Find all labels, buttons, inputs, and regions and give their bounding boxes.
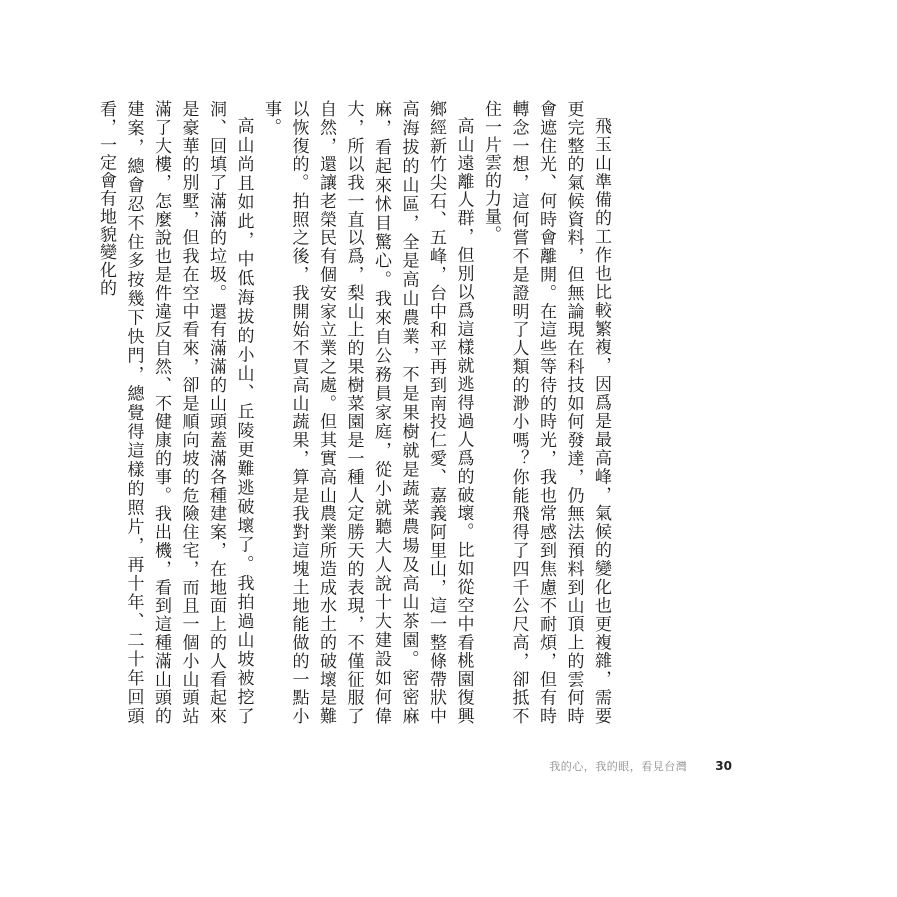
paragraph-1: 飛玉山準備的工作也比較繁複，因爲是最高峰，氣候的變化也更複雜，需要更完整的氣候資料，但無論現在科技如何發達，仍無法預料到山頂上的雲何時會遮住光、何時會離開。在這些等待的時光，我也常感到焦慮不耐煩，但有時轉念一想，這何嘗不是證明了人類的渺小嗎？你能飛得了四千公尺高，卻抵不住一片雲的力量。 — [481, 100, 611, 725]
body-text-column — [92, 100, 615, 725]
running-footer-title: 我的心，我的眼，看見台灣 — [549, 760, 688, 773]
page-number: 30 — [715, 759, 732, 773]
paragraph-3: 高山尚且如此，中低海拔的小山、丘陵更難逃破壞了。我拍過山坡被挖了洞、回填了滿滿的垃圾。還有滿滿的山頭蓋滿各種建案，在地面上的人看起來是豪華的別墅，但我在空中看來，卻是順向坡的危險住宅，而且一個小山頭站滿了大樓，怎麼說也是件違反自然、不健康的事。我出機，看到這種滿山頭的建案，總會忍不住多按幾下快門，總覺得這樣的照片，再十年、二十年回頭看，一定會有地貌變化的 — [96, 100, 254, 725]
paragraph-2: 高山遠離人群，但別以爲這樣就逃得過人爲的破壞。比如從空中看桃園復興鄉經新竹尖石、五峰，台中和平再到南投仁愛、嘉義阿里山，這一整條帶狀中高海拔的山區，全是高山農業，不是果樹就是蔬菜農場及高山茶園。密密麻麻，看起來怵目驚心。我來自公務員家庭，從小就聽大人說十大建設如何偉大，所以我一直以爲，梨山上的果樹菜園是一種人定勝天的表現，不僅征服了自然，還讓老榮民有個安家立業之處。但其實高山農業所造成水土的破壞是難以恢復的。拍照之後，我開始不買高山蔬果，算是我對這塊土地能做的一點小事。 — [261, 100, 474, 725]
page-footer — [549, 758, 732, 774]
